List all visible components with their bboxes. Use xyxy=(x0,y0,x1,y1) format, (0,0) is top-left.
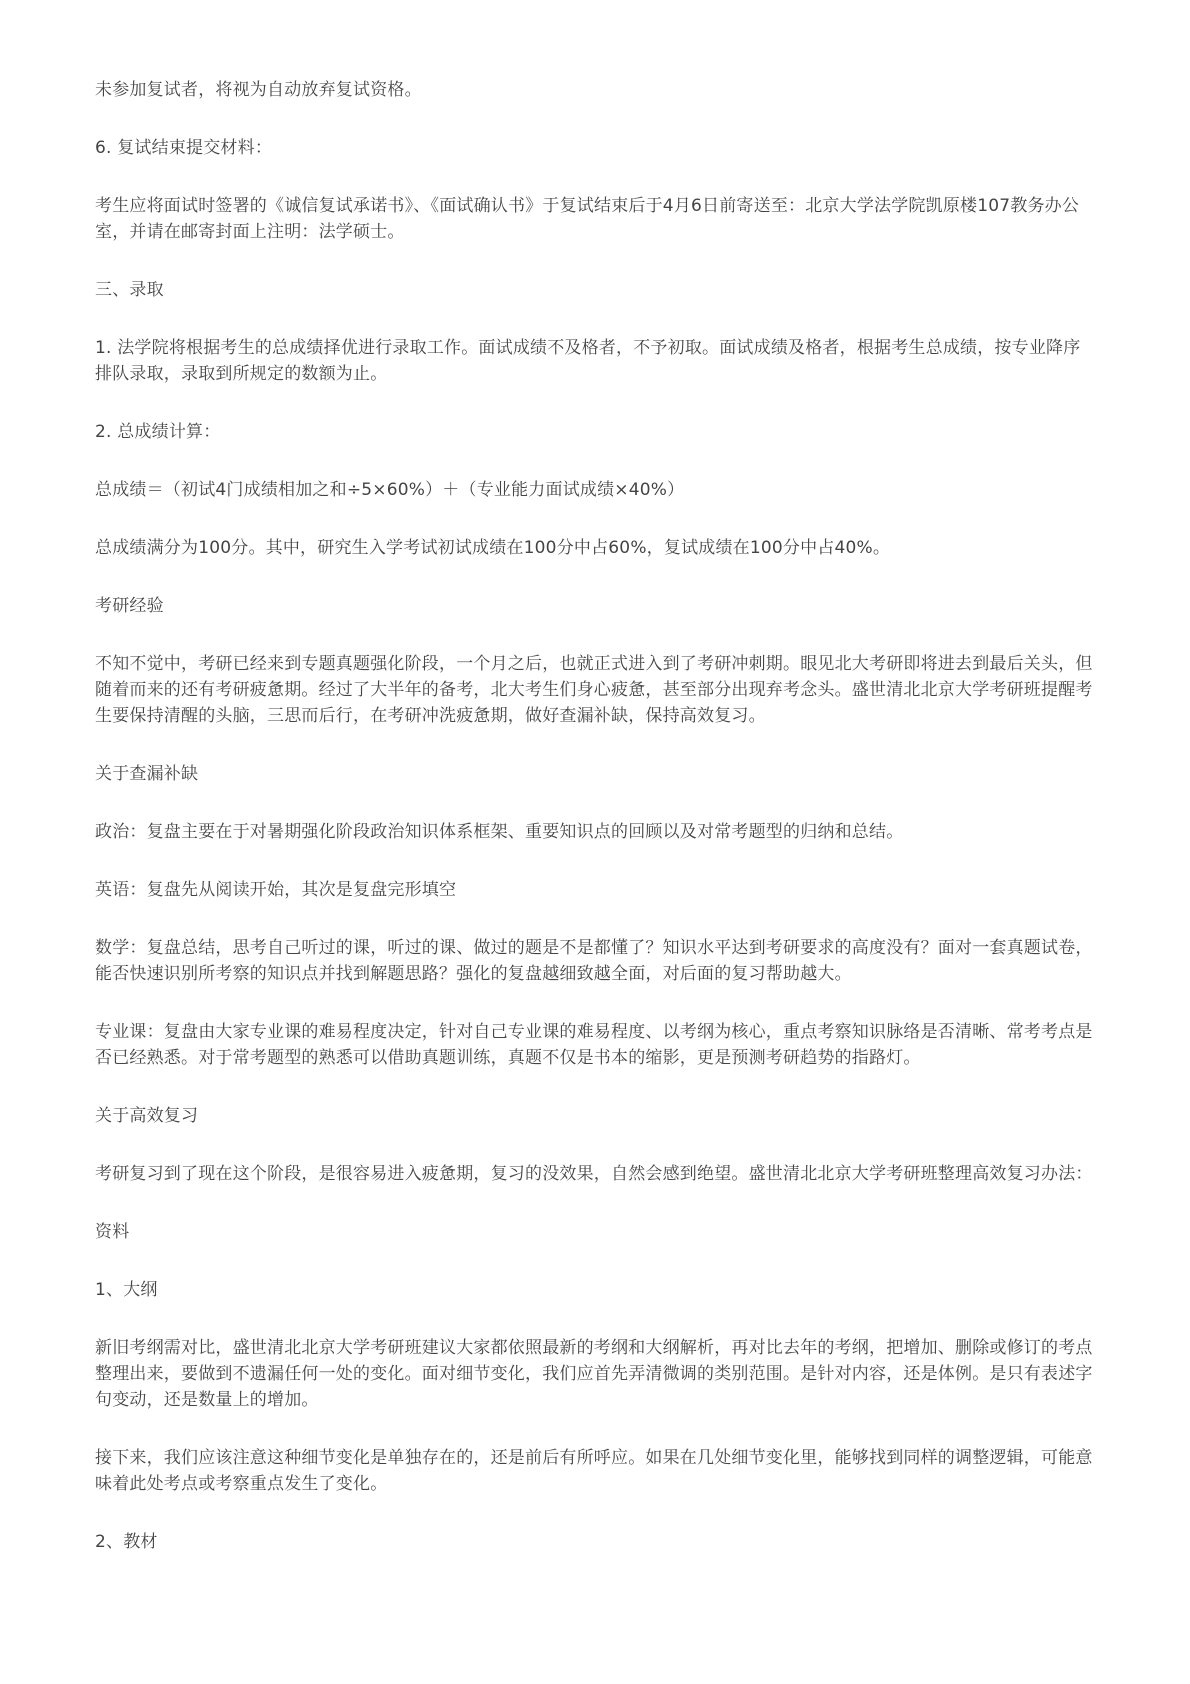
paragraph-admission-rule: 1. 法学院将根据考生的总成绩择优进行录取工作。面试成绩不及格者，不予初取。面试成绩及格者，根据考生总成绩，按专业降序排队录取，录取到所规定的数额为止。 xyxy=(95,338,1081,384)
paragraph-politics: 政治：复盘主要在于对暑期强化阶段政治知识体系框架、重要知识点的回顾以及对常考题型的归纳和总结。 xyxy=(95,822,904,842)
heading-efficient-review: 关于高效复习 xyxy=(95,1106,199,1126)
paragraph-efficient-review: 考研复习到了现在这个阶段，是很容易进入疲惫期，复习的没效果，自然会感到绝望。盛世清北北京大学考研班整理高效复习办法： xyxy=(95,1164,1093,1184)
paragraph-score-formula: 总成绩＝（初试4门成绩相加之和÷5×60%）＋（专业能力面试成绩×40%） xyxy=(95,480,685,500)
paragraph-score-weights: 总成绩满分为100分。其中，研究生入学考试初试成绩在100分中占60%，复试成绩在100分中占40%。 xyxy=(95,538,891,558)
paragraph-syllabus-compare: 新旧考纲需对比，盛世清北北京大学考研班建议大家都依照最新的考纲和大纲解析，再对比去年的考纲，把增加、删除或修订的考点整理出来，要做到不遗漏任何一处的变化。面对细节变化，我们应首先弄清微调的类别范围。是针对内容，还是体例。是只有表述字句变动，还是数量上的增加。 xyxy=(95,1338,1093,1410)
heading-materials: 资料 xyxy=(95,1222,130,1242)
paragraph-syllabus-logic: 接下来，我们应该注意这种细节变化是单独存在的，还是前后有所呼应。如果在几处细节变化里，能够找到同样的调整逻辑，可能意味着此处考点或考察重点发生了变化。 xyxy=(95,1448,1093,1494)
paragraph-submit-materials: 考生应将面试时签署的《诚信复试承诺书》、《面试确认书》于复试结束后于4月6日前寄送至：北京大学法学院凯原楼107教务办公室，并请在邮寄封面上注明：法学硕士。 xyxy=(95,196,1080,242)
heading-experience: 考研经验 xyxy=(95,596,164,616)
paragraph-major-course: 专业课：复盘由大家专业课的难易程度决定，针对自己专业课的难易程度、以考纲为核心，重点考察知识脉络是否清晰、常考考点是否已经熟悉。对于常考题型的熟悉可以借助真题训练，真题不仅是书本的缩影，更是预测考研趋势的指路灯。 xyxy=(95,1022,1093,1068)
heading-syllabus: 1、大纲 xyxy=(95,1280,158,1300)
paragraph-math: 数学：复盘总结，思考自己听过的课，听过的课、做过的题是不是都懂了？知识水平达到考研要求的高度没有？面对一套真题试卷，能否快速识别所考察的知识点并找到解题思路？强化的复盘越细致越全面，对后面的复习帮助越大。 xyxy=(95,938,1093,984)
paragraph-abstain-notice: 未参加复试者，将视为自动放弃复试资格。 xyxy=(95,80,422,100)
heading-gap-filling: 关于查漏补缺 xyxy=(95,764,199,784)
heading-textbook: 2、教材 xyxy=(95,1532,158,1552)
heading-submit-materials: 6. 复试结束提交材料： xyxy=(95,138,273,158)
paragraph-experience-intro: 不知不觉中，考研已经来到专题真题强化阶段，一个月之后，也就正式进入到了考研冲刺期。眼见北大考研即将进去到最后关头，但随着而来的还有考研疲惫期。经过了大半年的备考，北大考生们身心疲惫，甚至部分出现弃考念头。盛世清北北京大学考研班提醒考生要保持清醒的头脑，三思而后行，在考研冲洗疲惫期，做好查漏补缺，保持高效复习。 xyxy=(95,654,1093,726)
paragraph-english: 英语：复盘先从阅读开始，其次是复盘完形填空 xyxy=(95,880,457,900)
heading-admission: 三、录取 xyxy=(95,280,164,300)
heading-score-calculation: 2. 总成绩计算： xyxy=(95,422,221,442)
